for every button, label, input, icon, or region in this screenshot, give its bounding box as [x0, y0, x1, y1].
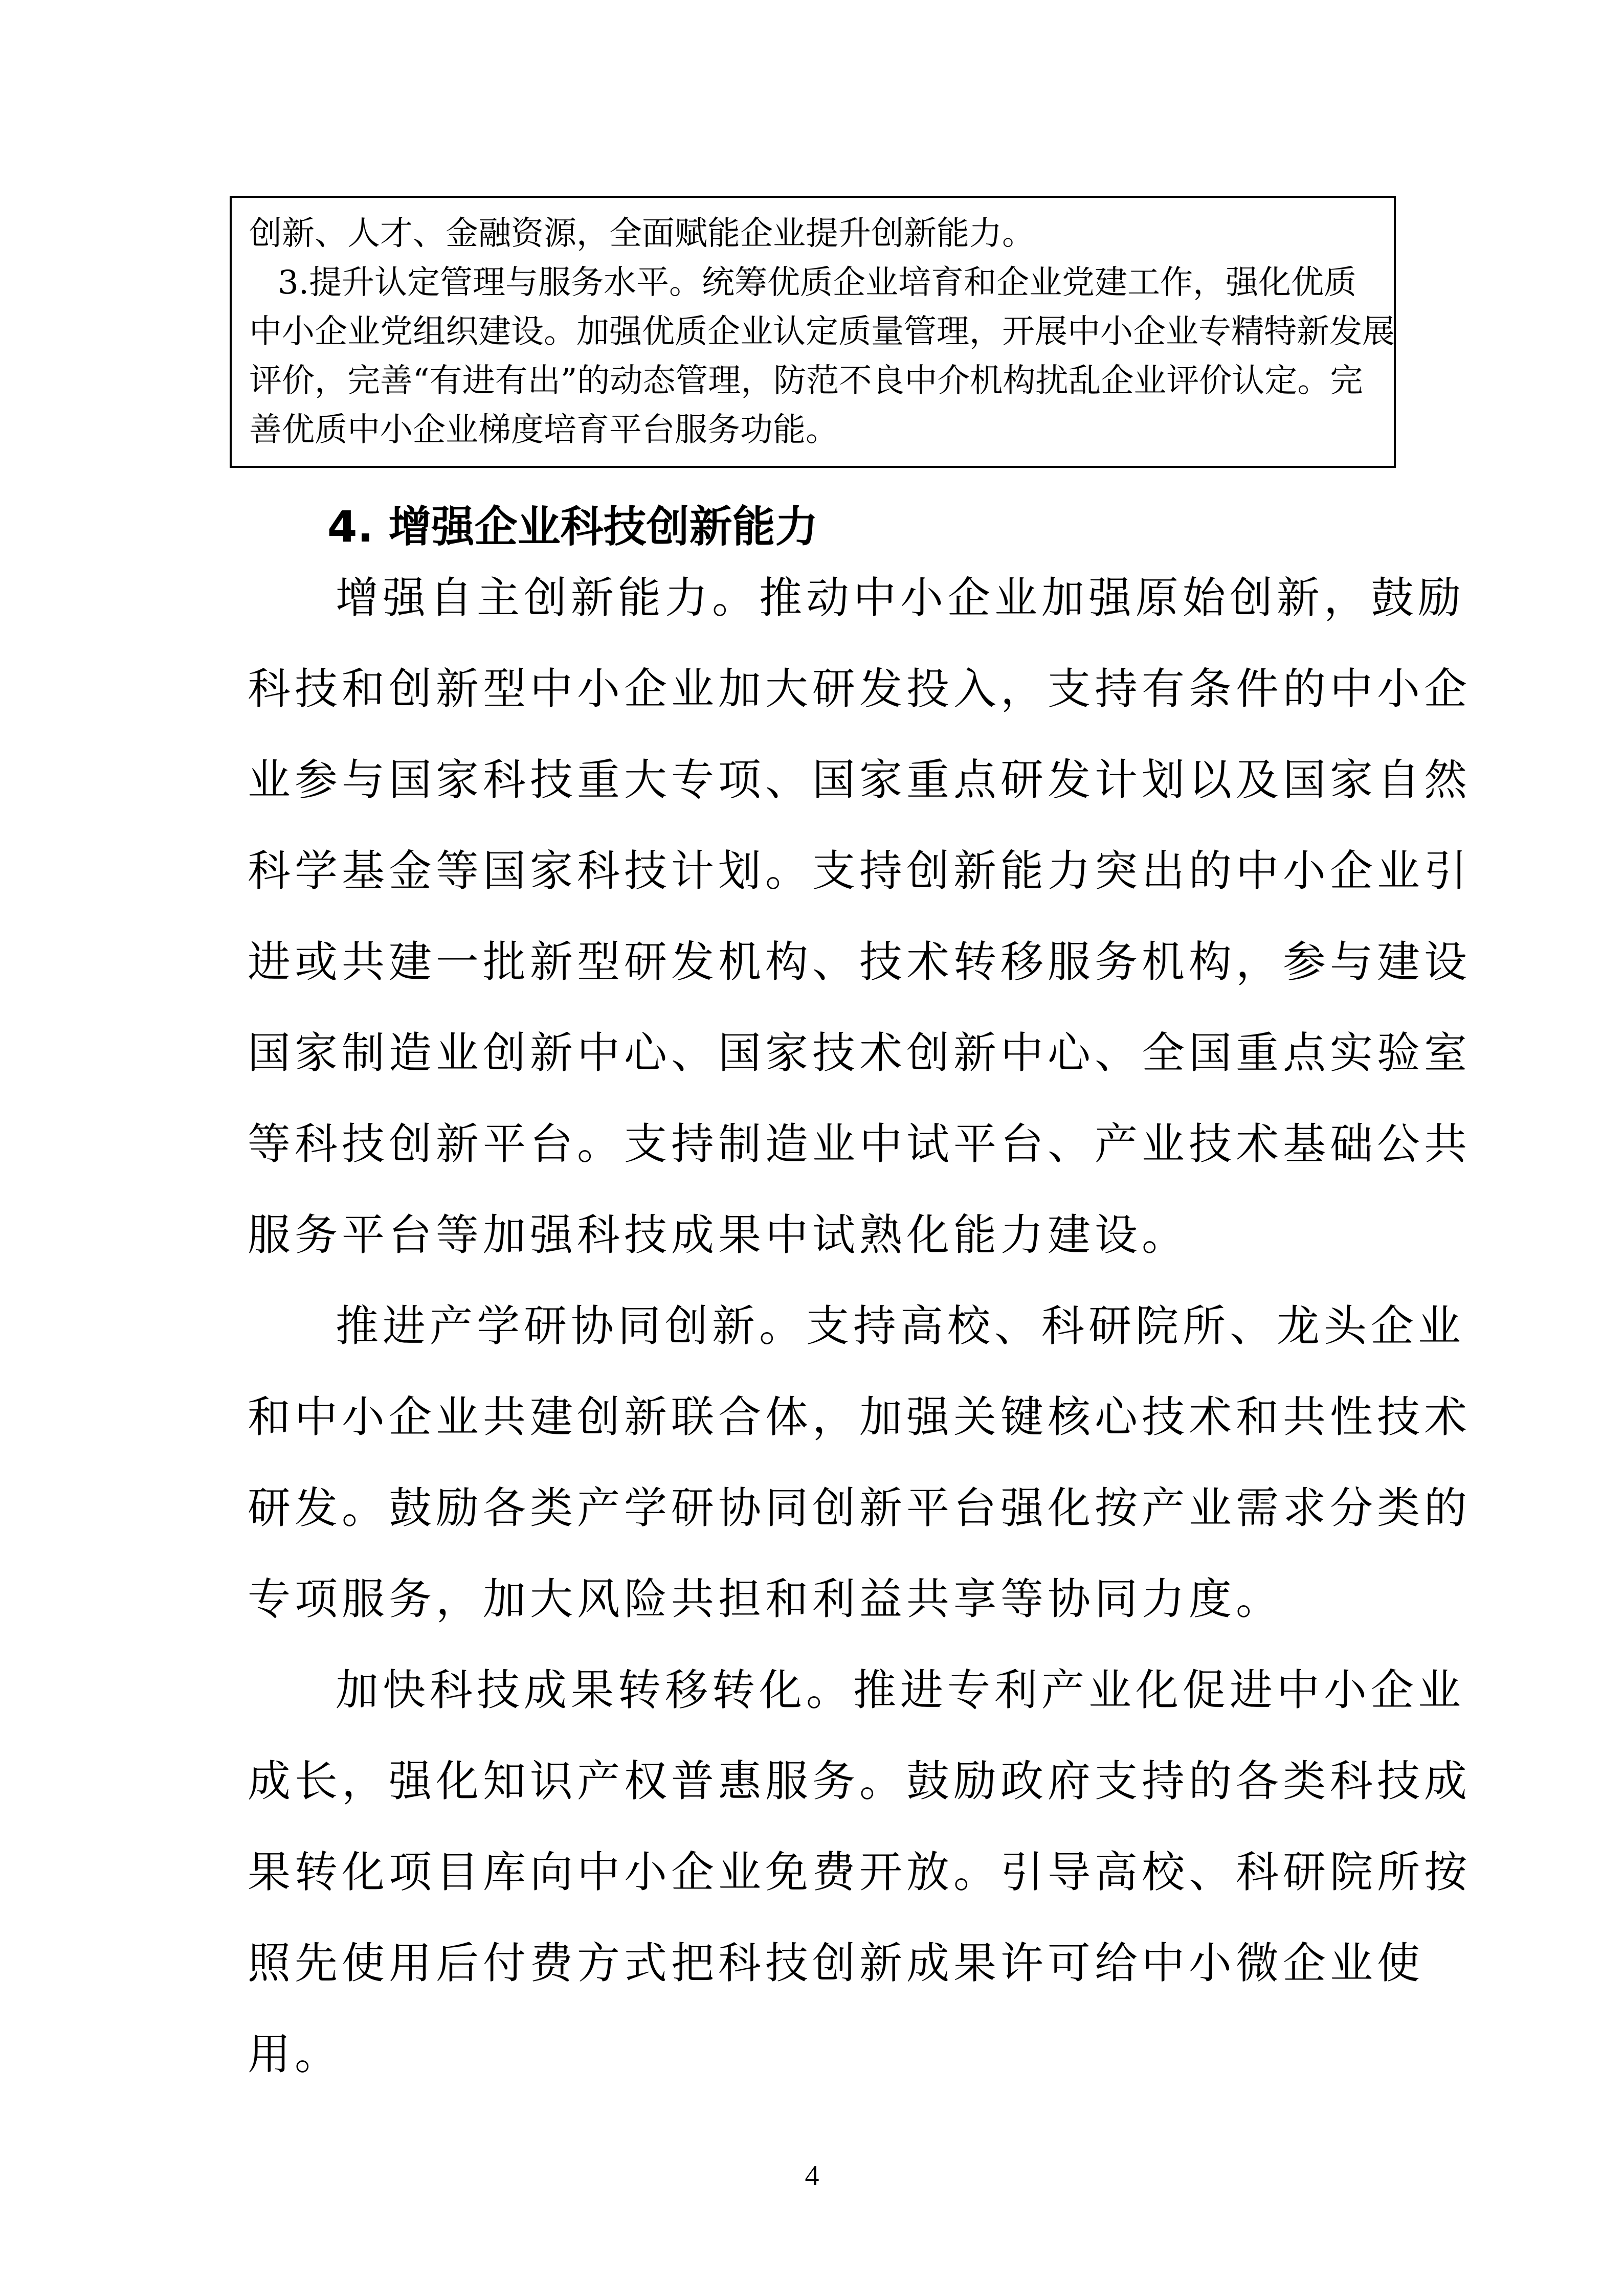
paragraph-line: 果转化项目库向中小企业免费开放。引导高校、科研院所按: [248, 1847, 1472, 1897]
section-heading: 4. 增强企业科技创新能力: [327, 502, 818, 552]
paragraph-line: 研发。鼓励各类产学研协同创新平台强化按产业需求分类的: [248, 1483, 1472, 1533]
box-line: 3.提升认定管理与服务水平。统筹优质企业培育和企业党建工作，强化优质: [278, 264, 1357, 302]
paragraph-line: 服务平台等加强科技成果中试熟化能力建设。: [248, 1210, 1189, 1260]
paragraph-line: 增强自主创新能力。推动中小企业加强原始创新，鼓励: [336, 573, 1465, 623]
paragraph-line: 推进产学研协同创新。支持高校、科研院所、龙头企业: [336, 1301, 1465, 1351]
box-line: 创新、人才、金融资源，全面赋能企业提升创新能力。: [249, 215, 1035, 253]
paragraph-tech-transfer: [248, 1645, 1472, 2100]
paragraph-line: 进或共建一批新型研发机构、技术转移服务机构，参与建设: [248, 937, 1472, 987]
paragraph-line: 国家制造业创新中心、国家技术创新中心、全国重点实验室: [248, 1028, 1472, 1078]
paragraph-line: 成长，强化知识产权普惠服务。鼓励政府支持的各类科技成: [248, 1756, 1472, 1806]
paragraph-independent-innovation: [248, 552, 1472, 1280]
paragraph-line: 科学基金等国家科技计划。支持创新能力突出的中小企业引: [248, 846, 1472, 896]
paragraph-line: 和中小企业共建创新联合体，加强关键核心技术和共性技术: [248, 1392, 1472, 1442]
paragraph-line: 加快科技成果转移转化。推进专利产业化促进中小企业: [336, 1665, 1465, 1715]
page-number: 4: [805, 2160, 819, 2192]
box-line: 中小企业党组织建设。加强优质企业认定质量管理，开展中小企业专精特新发展: [249, 313, 1395, 351]
paragraph-line: 用。: [248, 2029, 342, 2079]
boxed-text-section: [230, 196, 1396, 468]
box-line: 评价，完善“有进有出”的动态管理，防范不良中介机构扰乱企业评价认定。完: [249, 362, 1363, 400]
paragraph-line: 专项服务，加大风险共担和利益共享等协同力度。: [248, 1574, 1283, 1624]
paragraph-line: 业参与国家科技重大专项、国家重点研发计划以及国家自然: [248, 755, 1472, 805]
paragraph-line: 科技和创新型中小企业加大研发投入，支持有条件的中小企: [248, 664, 1472, 714]
paragraph-line: 照先使用后付费方式把科技创新成果许可给中小微企业使: [248, 1938, 1425, 1988]
paragraph-collaborative-innovation: [248, 1280, 1472, 1645]
box-line: 善优质中小企业梯度培育平台服务功能。: [249, 411, 838, 449]
paragraph-line: 等科技创新平台。支持制造业中试平台、产业技术基础公共: [248, 1119, 1472, 1169]
